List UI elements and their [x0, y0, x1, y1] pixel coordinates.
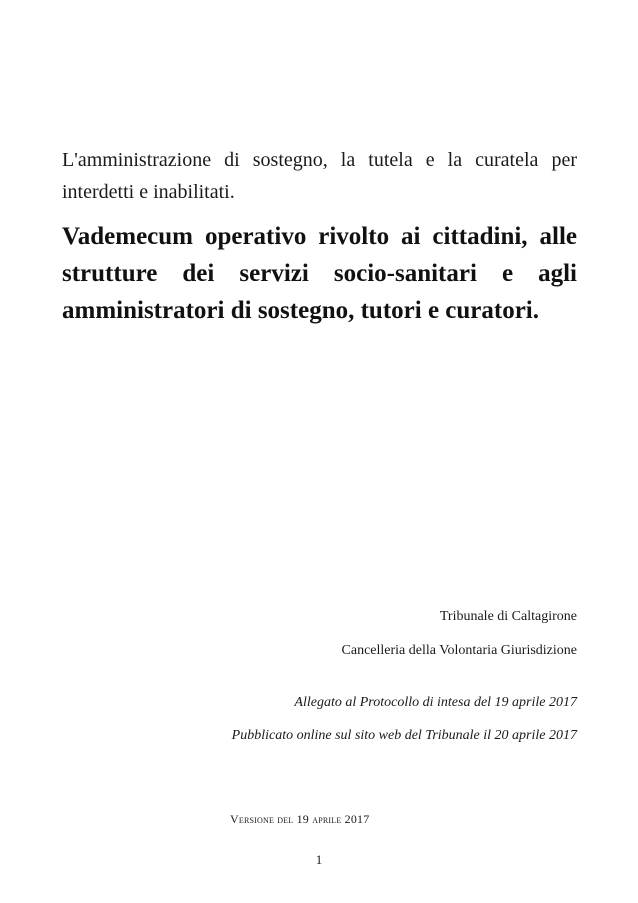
attached-note: Allegato al Protocollo di intesa del 19 aprile 2017 — [294, 695, 577, 710]
page-number: 1 — [315, 852, 323, 867]
office-name: Cancelleria della Volontaria Giurisdizione — [341, 643, 577, 658]
version-month: aprile — [312, 812, 342, 826]
document-subtitle: L'amministrazione di sostegno, la tutela e la curatela per interdetti e inabilitati. — [62, 149, 577, 203]
published-note: Pubblicato online sul sito web del Tribunale il 20 aprile 2017 — [231, 728, 577, 743]
version-label: Versione del — [230, 812, 294, 826]
version-day: 19 — [296, 812, 310, 826]
version-line — [230, 811, 369, 827]
document-title: Vademecum operativo rivolto ai cittadini, alle strutture dei servizi socio-sanitari e agli amministratori di sostegno, tutori e curatori. — [62, 223, 577, 324]
version-year: 2017 — [344, 812, 370, 826]
court-name: Tribunale di Caltagirone — [439, 609, 577, 624]
